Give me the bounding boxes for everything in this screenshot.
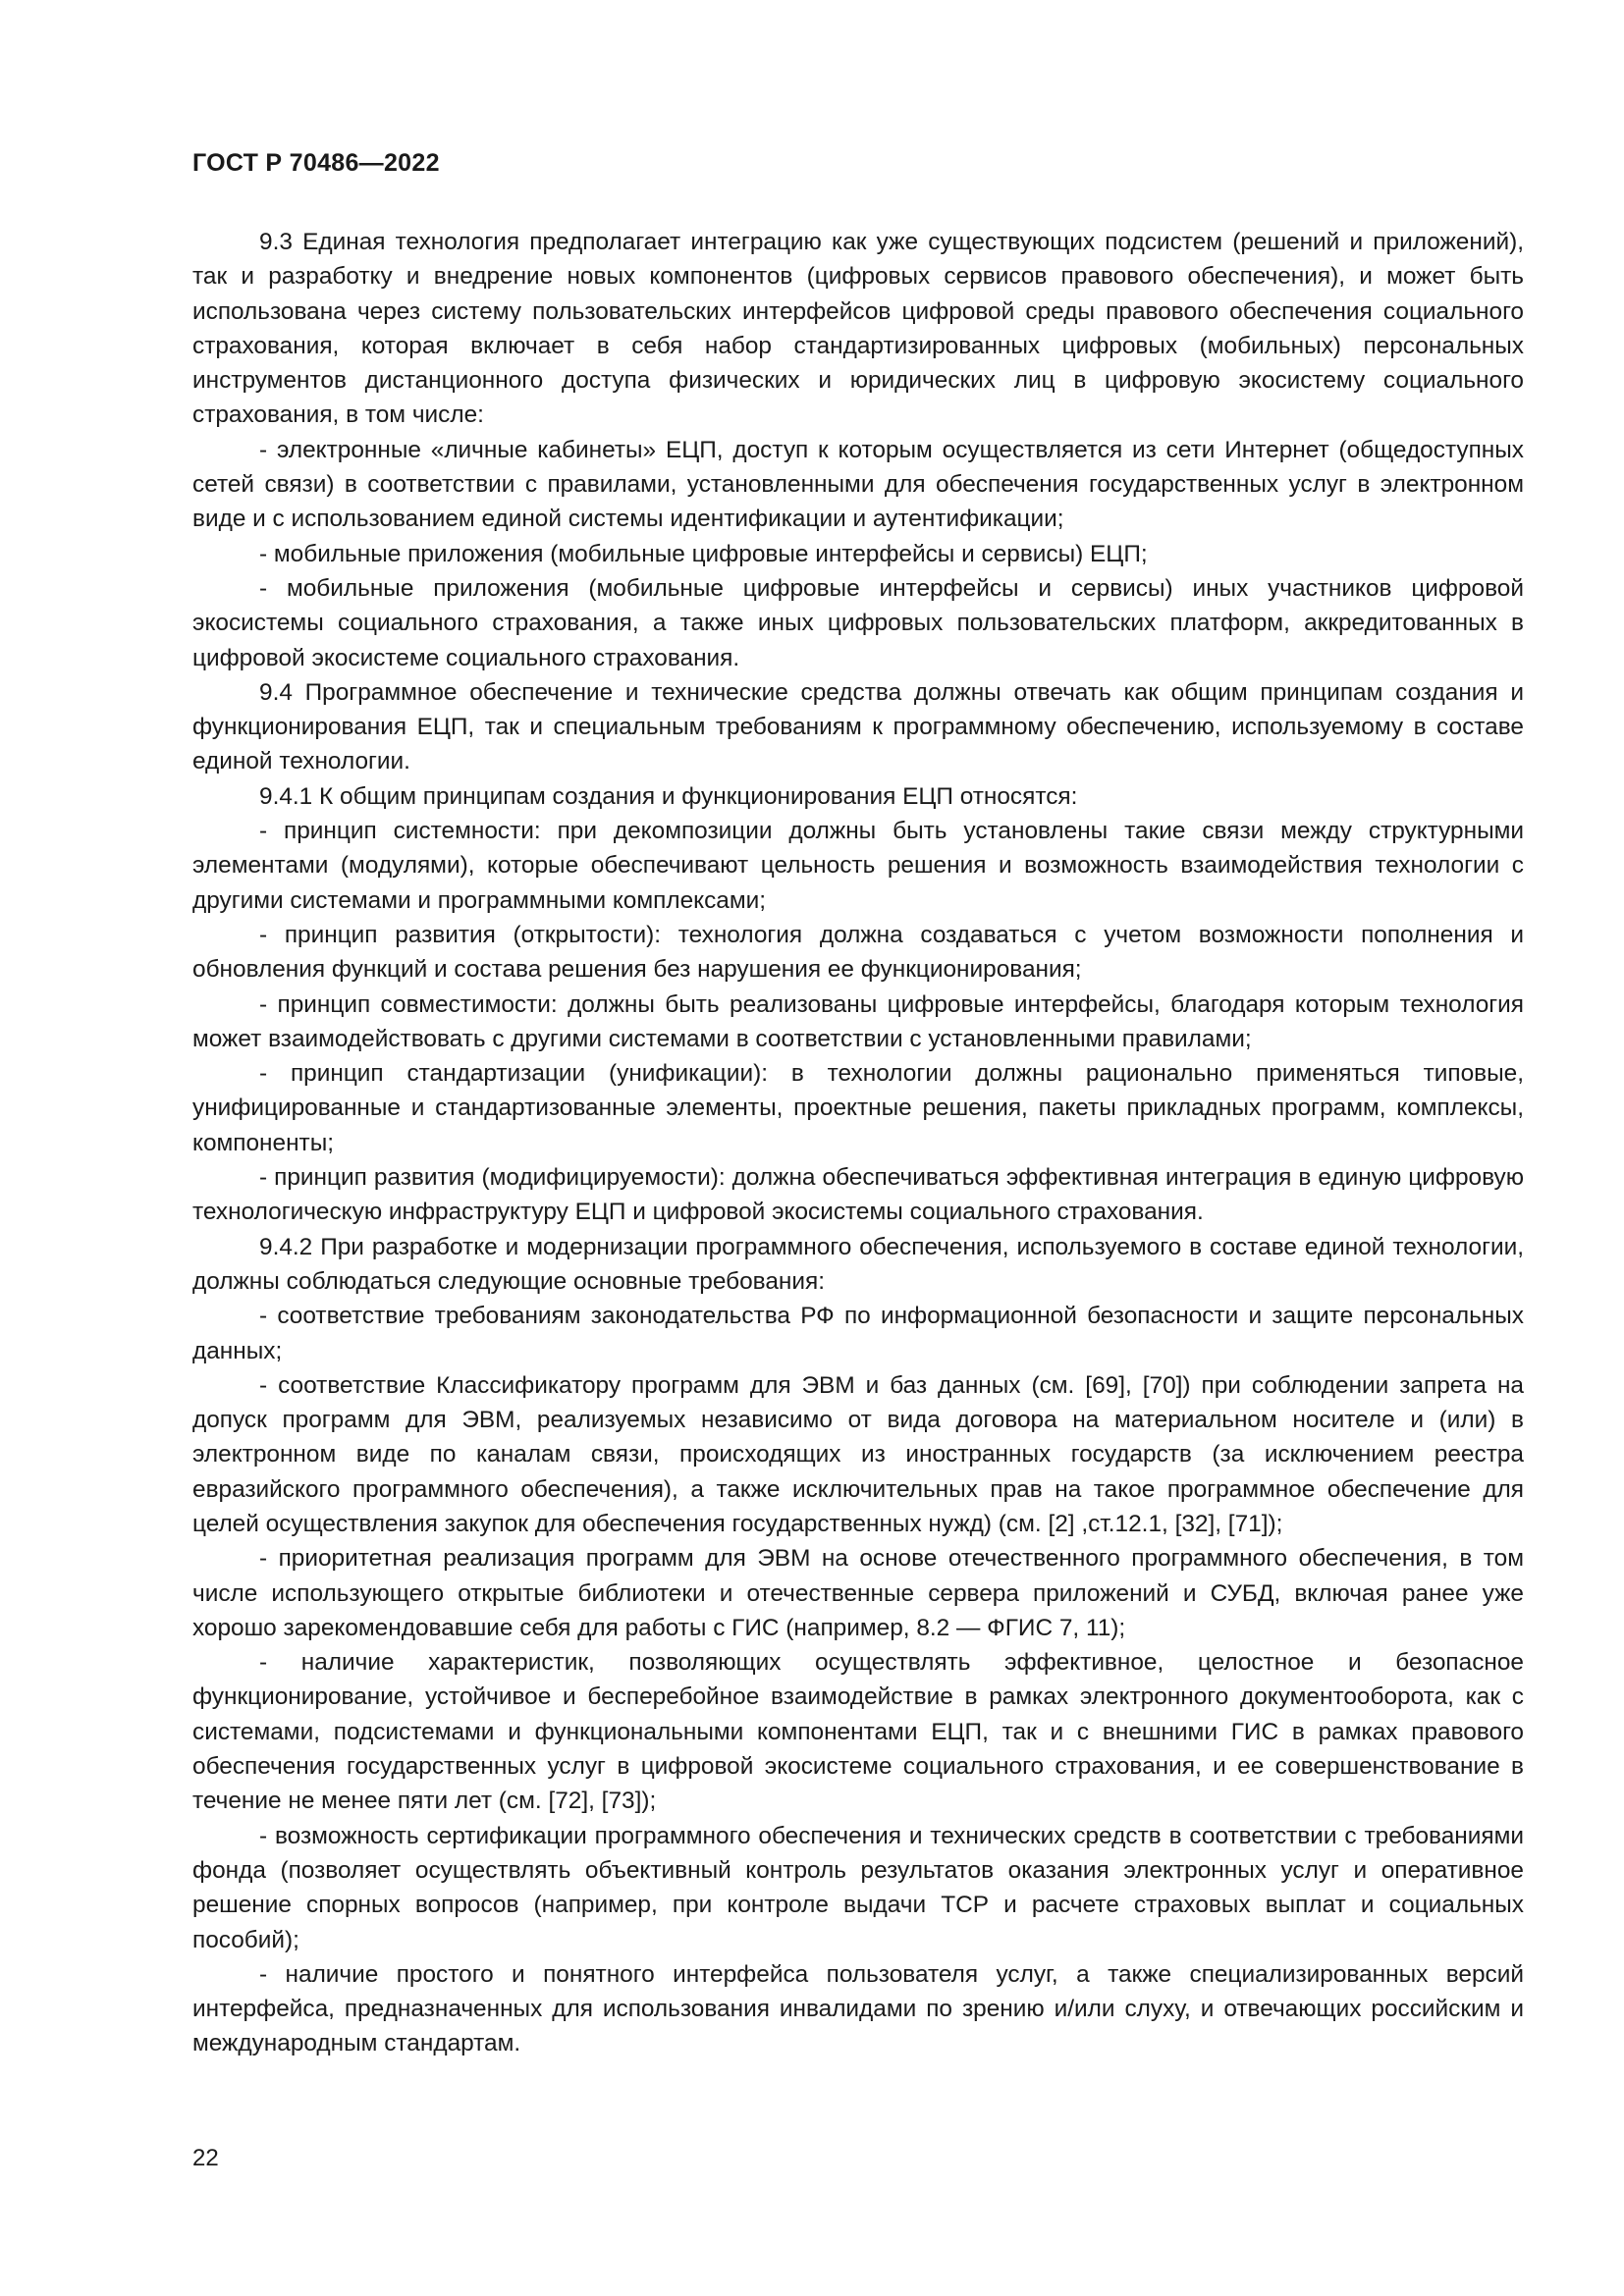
paragraph-9-4-2: 9.4.2 При разработке и модернизации программного обеспечения, используемого в составе единой технологии, должны соблюдаться следующие основные требования: [192,1233,1524,1295]
list-item-mobile-apps-ecp: - мобильные приложения (мобильные цифровые интерфейсы и сервисы) ЕЦП; [259,540,1148,567]
paragraph-9-4-1: 9.4.1 К общим принципам создания и функционирования ЕЦП относятся: [259,782,1078,810]
list-item-principle-standardization: - принцип стандартизации (унификации): в технологии должны рационально применяться типовые, унифицированные и стандартизованные элементы, проектные решения, пакеты прикладных программ, комплексы, компоненты; [192,1060,1524,1156]
document-body [192,225,1524,2061]
standard-code-header: ГОСТ Р 70486—2022 [192,149,440,177]
paragraph-9-3: 9.3 Единая технология предполагает интеграцию как уже существующих подсистем (решений и приложений), так и разработку и внедрение новых компонентов (цифровых сервисов правового обеспечения), и может быть использована через систему пользовательских интерфейсов цифровой среды правового обеспечения социального страхования, которая включает в себя набор стандартизированных цифровых (мобильных) персональных инструментов дистанционного доступа физических и юридических лиц в цифровую экосистему социального страхования, в том числе: [192,229,1524,429]
list-item-req-classifier: - соответствие Классификатору программ для ЭВМ и баз данных (см. [69], [70]) при соблюдении запрета на допуск программ для ЭВМ, реализуемых независимо от вида договора на материальном носителе и (или) в электронном виде по каналам связи, происходящих из иностранных государств (за исключением реестра евразийского программного обеспечения), а также исключительных прав на такое программное обеспечение для целей осуществления закупок для обеспечения государственных нужд) (см. [2] ,ст.12.1, [32], [71]); [192,1371,1524,1537]
list-item-principle-modifiability: - принцип развития (модифицируемости): должна обеспечиваться эффективная интеграция в единую цифровую технологическую инфраструктуру ЕЦП и цифровой экосистемы социального страхования. [192,1164,1524,1226]
page-number: 22 [192,2145,219,2171]
list-item-principle-compatibility: - принцип совместимости: должны быть реализованы цифровые интерфейсы, благодаря которым технология может взаимодействовать с другими системами в соответствии с установленными правилами; [192,990,1524,1052]
list-item-req-interface: - наличие простого и понятного интерфейса пользователя услуг, а также специализированных версий интерфейса, предназначенных для использования инвалидами по зрению и/или слуху, и отвечающих российским и международным стандартам. [192,1960,1524,2057]
list-item-req-certification: - возможность сертификации программного обеспечения и технических средств в соответствии с требованиями фонда (позволяет осуществлять объективный контроль результатов оказания электронных услуг и оперативное решение спорных вопросов (например, при контроле выдачи ТСР и расчете страховых выплат и социальных пособий); [192,1822,1524,1953]
list-item-mobile-apps-other: - мобильные приложения (мобильные цифровые интерфейсы и сервисы) иных участников цифровой экосистемы социального страхования, а также иных цифровых пользовательских платформ, аккредитованных в цифровой экосистеме социального страхования. [192,574,1524,671]
list-item-req-security: - соответствие требованиям законодательства РФ по информационной безопасности и защите персональных данных; [192,1303,1524,1364]
paragraph-9-4: 9.4 Программное обеспечение и технические средства должны отвечать как общим принципам создания и функционирования ЕЦП, так и специальным требованиям к программному обеспечению, используемому в составе единой технологии. [192,678,1524,775]
list-item-personal-cabinets: - электронные «личные кабинеты» ЕЦП, доступ к которым осуществляется из сети Интернет (общедоступных сетей связи) в соответствии с правилами, установленными для обеспечения государственных услуг в электронном виде и с использованием единой системы идентификации и аутентификации; [192,436,1524,533]
list-item-req-domestic-software: - приоритетная реализация программ для ЭВМ на основе отечественного программного обеспечения, в том числе использующего открытые библиотеки и отечественные сервера приложений и СУБД, включая ранее уже хорошо зарекомендовавшие себя для работы с ГИС (например, 8.2 — ФГИС 7, 11); [192,1545,1524,1641]
list-item-principle-system: - принцип системности: при декомпозиции должны быть установлены такие связи между структурными элементами (модулями), которые обеспечивают цельность решения и возможность взаимодействия технологии с другими системами и программными комплексами; [192,818,1524,914]
list-item-req-characteristics: - наличие характеристик, позволяющих осуществлять эффективное, целостное и безопасное функционирование, устойчивое и бесперебойное взаимодействие в рамках электронного документооборота, как с системами, подсистемами и функциональными компонентами ЕЦП, так и с внешними ГИС в рамках правового обеспечения государственных услуг в цифровой экосистеме социального страхования, и ее совершенствование в течение не менее пяти лет (см. [72], [73]); [192,1649,1524,1815]
list-item-principle-openness: - принцип развития (открытости): технология должна создаваться с учетом возможности пополнения и обновления функций и состава решения без нарушения ее функционирования; [192,921,1524,984]
